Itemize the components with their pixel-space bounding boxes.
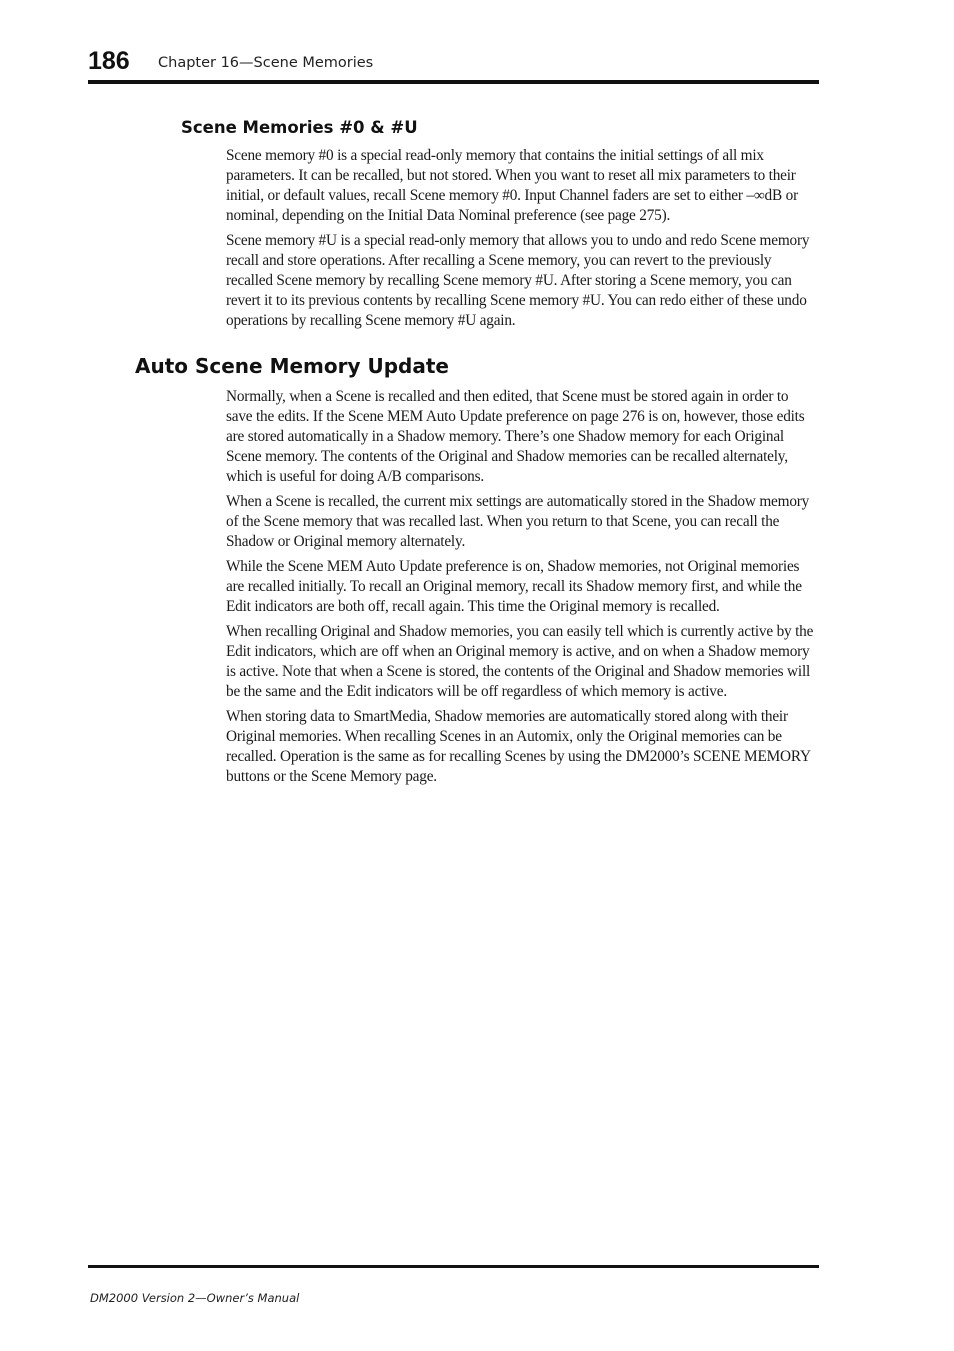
paragraph: While the Scene MEM Auto Update preference is on, Shadow memories, not Original memories are recalled initially. To recall an Original memory, recall its Shadow memory first, and while the Edit indicators are both off, recall again. This time the Original memory is recalled. (226, 558, 802, 615)
footer-rule (88, 1265, 819, 1268)
paragraph: Normally, when a Scene is recalled and then edited, that Scene must be stored again in order to save the edits. If the Scene MEM Auto Update preference on page 276 is on, however, those edits are stored automatically in a Shadow memory. There’s one Shadow memory for each Original Scene memory. The contents of the Original and Shadow memories can be recalled alternately, which is useful for doing A/B comparisons. (226, 388, 805, 485)
paragraph: Scene memory #U is a special read-only memory that allows you to undo and redo Scene memory recall and store operations. After recalling a Scene memory, you can revert to the previously recalled Scene memory by recalling Scene memory #U. After storing a Scene memory, you can revert it to its previous contents by recalling Scene memory #U. You can redo either of these undo operations by recalling Scene memory #U again. (226, 232, 810, 329)
chapter-title: Chapter 16—Scene Memories (158, 55, 374, 71)
paragraph: When recalling Original and Shadow memories, you can easily tell which is currently active by the Edit indicators, which are off when an Original memory is active, and on when a Shadow memory is active. Note that when a Scene is stored, the contents of the Original and Shadow memories will be the same and the Edit indicators will be off regardless of which memory is active. (226, 623, 814, 700)
page-number: 186 (88, 47, 130, 75)
paragraph: Scene memory #0 is a special read-only memory that contains the initial settings of all mix parameters. It can be recalled, but not stored. When you want to reset all mix parameters to their initial, or default values, recall Scene memory #0. Input Channel faders are set to either –∞dB or nominal, depending on the Initial Data Nominal preference (see page 275). (226, 147, 798, 224)
section-body (226, 387, 818, 792)
subsection-heading: Scene Memories #0 & #U (181, 118, 418, 137)
paragraph: When a Scene is recalled, the current mix settings are automatically stored in the Shadow memory of the Scene memory that was recalled last. When you return to that Scene, you can recall the Shadow or Original memory alternately. (226, 493, 810, 550)
subsection-body (226, 146, 818, 336)
header-rule (88, 80, 819, 84)
section-heading: Auto Scene Memory Update (135, 354, 449, 378)
footer-text: DM2000 Version 2—Owner’s Manual (90, 1291, 300, 1305)
paragraph: When storing data to SmartMedia, Shadow memories are automatically stored along with their Original memories. When recalling Scenes in an Automix, only the Original memories can be recalled. Operation is the same as for recalling Scenes by using the DM2000’s SCENE MEMORY buttons or the Scene Memory page. (226, 708, 811, 785)
